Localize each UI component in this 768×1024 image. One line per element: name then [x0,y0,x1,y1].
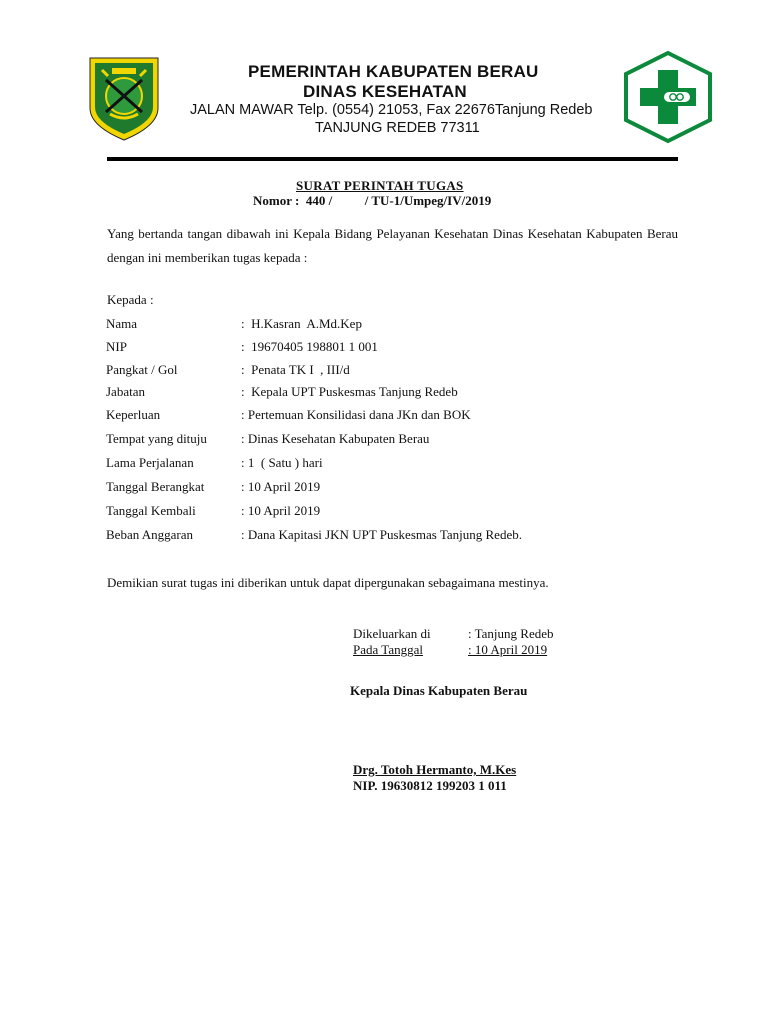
issued-date-value: : 10 April 2019 [468,642,548,657]
field-label: Nama [106,316,138,331]
field-value: : H.Kasran A.Md.Kep [241,316,362,331]
kepada-label: Kepada : [107,292,154,307]
field-label: Tempat yang dituju [106,431,207,446]
signatory-name: Drg. Totoh Hermanto, M.Kes [353,762,517,777]
issued-at-value: : Tanjung Redeb [468,626,554,641]
signatory-nip: NIP. 19630812 199203 1 011 [353,778,507,793]
field-label: Tanggal Berangkat [106,479,205,494]
header-address: JALAN MAWAR Telp. (0554) 21053, Fax 22676Tanjung Redeb [190,102,593,118]
field-label: Beban Anggaran [106,527,194,542]
field-label: Jabatan [106,384,145,399]
letter-number: Nomor : 440 / / TU-1/Umpeg/IV/2019 [253,193,492,208]
signatory-position: Kepala Dinas Kabupaten Berau [350,683,528,698]
issued-date-label [353,642,468,658]
intro-paragraph: Yang bertanda tangan dibawah ini Kepala Bidang Pelayanan Kesehatan Dinas Kesehatan Kabupaten Berau dengan ini memberikan tugas kepada : [107,226,678,265]
field-value: : 10 April 2019 [241,479,321,494]
letter-title: SURAT PERINTAH TUGAS [296,178,464,193]
berau-regency-emblem [88,56,160,142]
field-value: : Pertemuan Konsilidasi dana JKn dan BOK [241,407,471,422]
header-divider [107,157,678,161]
field-label: NIP [106,339,127,354]
field-label: Keperluan [106,407,161,422]
field-label: Lama Perjalanan [106,455,194,470]
health-cross-logo [622,50,714,144]
header-agency: DINAS KESEHATAN [303,82,467,101]
field-value: : Dinas Kesehatan Kabupaten Berau [241,431,430,446]
issued-date-label-text: Pada Tanggal [353,642,423,657]
header-city: TANJUNG REDEB 77311 [315,120,480,136]
field-value: : Dana Kapitasi JKN UPT Puskesmas Tanjung Redeb. [241,527,522,542]
field-label: Tanggal Kembali [106,503,196,518]
field-value: : Kepala UPT Puskesmas Tanjung Redeb [241,384,458,399]
field-label: Pangkat / Gol [106,362,178,377]
field-value: : Penata TK I , III/d [241,362,350,377]
field-value: : 10 April 2019 [241,503,321,518]
closing-sentence: Demikian surat tugas ini diberikan untuk dapat dipergunakan sebagaimana mestinya. [107,575,549,590]
field-value: : 1 ( Satu ) hari [241,455,323,470]
field-value: : 19670405 198801 1 001 [241,339,378,354]
header-government: PEMERINTAH KABUPATEN BERAU [248,62,539,81]
issued-at-label: Dikeluarkan di [353,626,431,641]
